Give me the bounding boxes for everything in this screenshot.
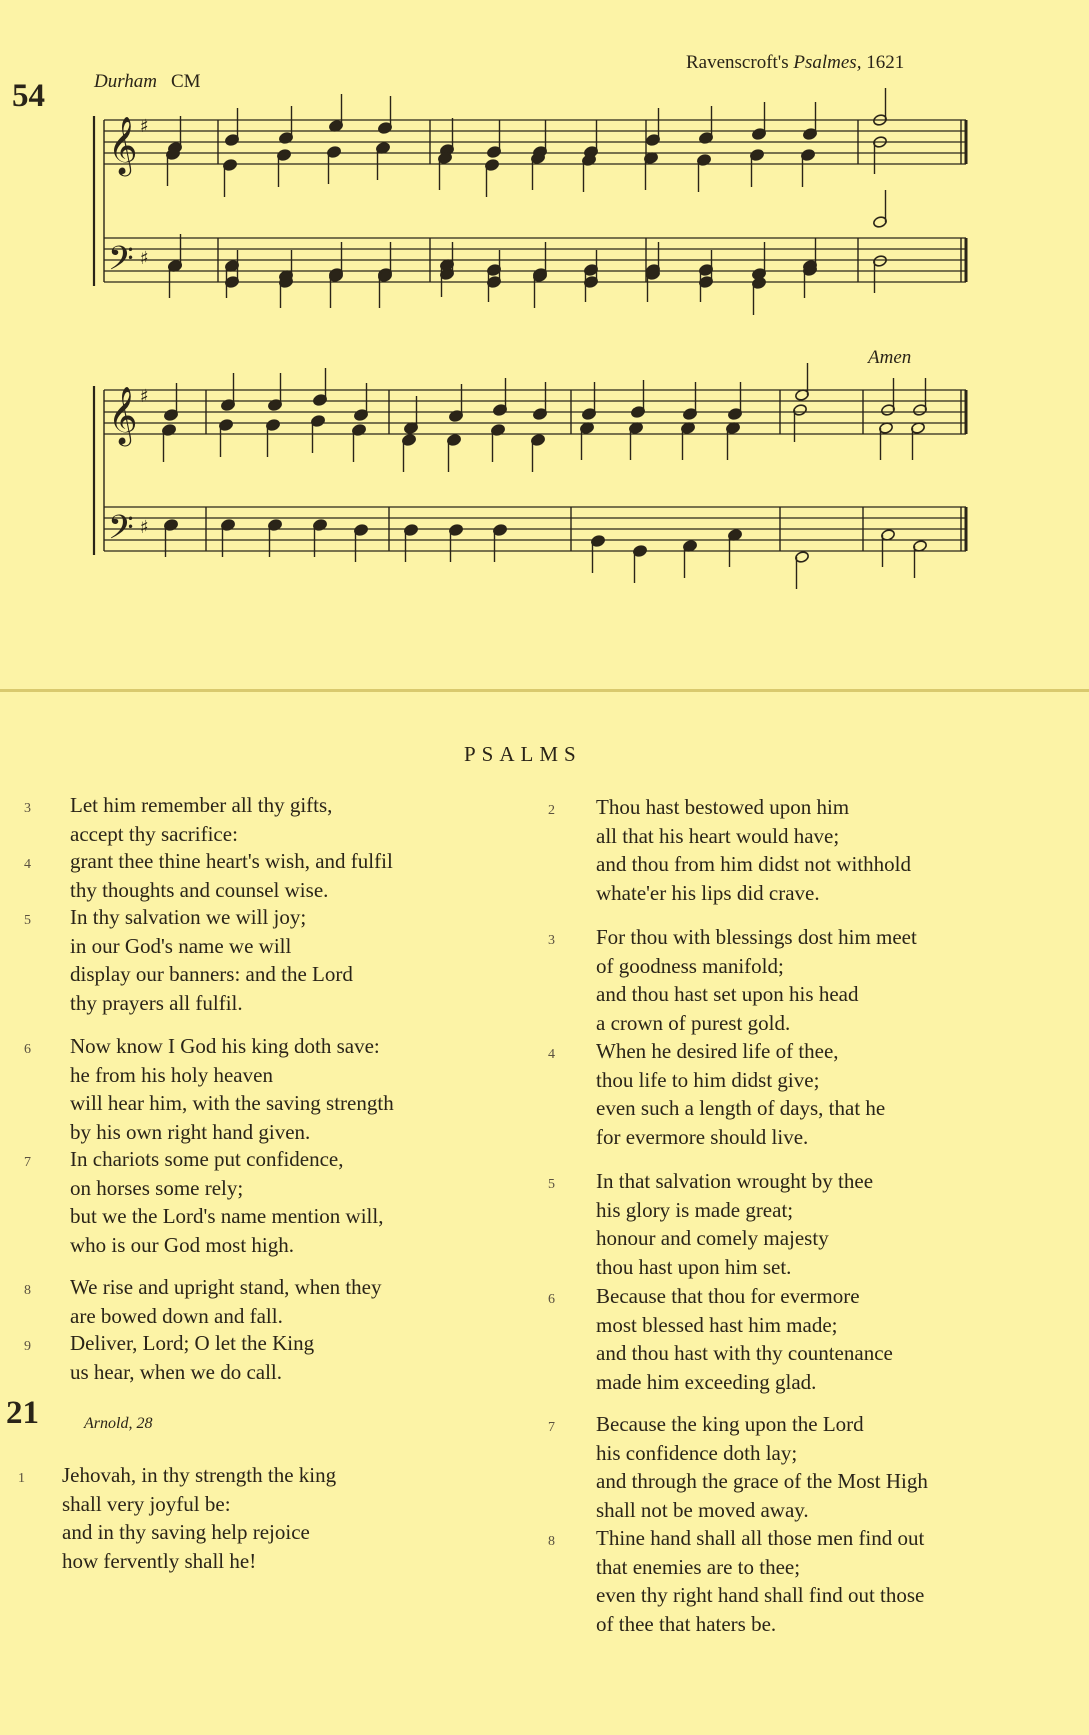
- verse-line: thy prayers all fulfil.: [70, 990, 243, 1015]
- verse-line: by his own right hand given.: [70, 1119, 311, 1144]
- page-divider: [0, 689, 1089, 692]
- verse-line: and in thy saving help rejoice: [62, 1520, 310, 1545]
- verse-line: will hear him, with the saving strength: [70, 1091, 394, 1116]
- verse-line: his glory is made great;: [596, 1197, 794, 1222]
- verse-number: 9: [24, 1339, 31, 1354]
- verse-number: 6: [24, 1042, 31, 1057]
- verse-line: grant thee thine heart's wish, and fulfil: [70, 849, 393, 873]
- verse-line: how fervently shall he!: [62, 1548, 257, 1573]
- verse-line: Because the king upon the Lord: [596, 1412, 864, 1436]
- verse-number: 7: [24, 1155, 31, 1170]
- sharp-sign: ♯: [140, 248, 149, 269]
- verse-line: all that his heart would have;: [596, 823, 840, 848]
- verse-number: 8: [24, 1283, 31, 1298]
- verse-line: shall very joyful be:: [62, 1491, 231, 1516]
- verse-line: Jehovah, in thy strength the king: [62, 1463, 337, 1487]
- hymn-source: [686, 52, 904, 74]
- verse-line: In chariots some put confidence,: [70, 1147, 344, 1171]
- verse-line: most blessed hast him made;: [596, 1312, 838, 1337]
- psalm-tune: Arnold, 28: [84, 1415, 153, 1432]
- verse-line: his confidence doth lay;: [596, 1440, 798, 1465]
- verse-8: [24, 1273, 382, 1330]
- verse-number: 4: [548, 1047, 555, 1062]
- verse-line: Thou hast bestowed upon him: [596, 795, 850, 819]
- verse-line: but we the Lord's name mention will,: [70, 1204, 384, 1229]
- verse-line: for evermore should live.: [596, 1124, 809, 1149]
- verse-line: In that salvation wrought by thee: [596, 1169, 874, 1193]
- verse-number: 1: [18, 1471, 25, 1486]
- verse-line: even such a length of days, that he: [596, 1096, 886, 1121]
- verse-number: 2: [548, 803, 555, 818]
- tune-name: [94, 71, 201, 93]
- verse-line: of thee that haters be.: [596, 1611, 777, 1636]
- verse-3: [548, 923, 917, 1037]
- verse-line: Let him remember all thy gifts,: [70, 793, 333, 817]
- verse-line: In thy salvation we will joy;: [70, 905, 307, 929]
- section-title: PSALMS: [464, 742, 582, 766]
- verse-line: us hear, when we do call.: [70, 1359, 282, 1384]
- verse-7: [548, 1410, 928, 1524]
- sharp-sign: ♯: [140, 116, 149, 137]
- sharp-sign: ♯: [140, 517, 149, 538]
- verse-line: who is our God most high.: [70, 1232, 295, 1257]
- verse-line: and thou hast set upon his head: [596, 982, 859, 1007]
- verse-line: thy thoughts and counsel wise.: [70, 877, 329, 902]
- verse-line: in our God's name we will: [70, 933, 292, 958]
- verse-line: and through the grace of the Most High: [596, 1469, 928, 1494]
- verse-line: Now know I God his king doth save:: [70, 1034, 380, 1058]
- tune-title: Durham: [94, 71, 157, 92]
- verse-line: he from his holy heaven: [70, 1062, 273, 1087]
- verse-line: display our banners: and the Lord: [70, 962, 353, 987]
- sharp-sign: ♯: [140, 386, 149, 407]
- verse-number: 3: [548, 933, 555, 948]
- verse-line: Because that thou for evermore: [596, 1284, 860, 1308]
- verse-7: [24, 1145, 384, 1259]
- hymn-number: 54: [12, 78, 45, 114]
- verse-8: [548, 1524, 925, 1638]
- verse-5: [24, 903, 353, 1017]
- verse-line: We rise and upright stand, when they: [70, 1275, 382, 1299]
- verse-line: For thou with blessings dost him meet: [596, 925, 917, 949]
- verse-4: [548, 1037, 886, 1151]
- verse-number: 5: [548, 1177, 555, 1192]
- verse-line: are bowed down and fall.: [70, 1303, 283, 1328]
- verse-number: 6: [548, 1292, 555, 1307]
- verse-line: whate'er his lips did crave.: [596, 880, 820, 905]
- bass-clef: 𝄢: [108, 240, 134, 286]
- verse-line: thou life to him didst give;: [596, 1067, 820, 1092]
- verse-line: and thou from him didst not withhold: [596, 852, 911, 877]
- verse-line: that enemies are to thee;: [596, 1554, 801, 1579]
- treble-clef: 𝄞: [108, 116, 138, 174]
- verse-line: Thine hand shall all those men find out: [596, 1526, 925, 1550]
- verse-line: of goodness manifold;: [596, 953, 784, 978]
- verse-line: honour and comely majesty: [596, 1226, 829, 1251]
- verse-number: 7: [548, 1420, 555, 1435]
- verse-line: When he desired life of thee,: [596, 1039, 839, 1063]
- verse-line: on horses some rely;: [70, 1175, 244, 1200]
- source-name: Ravenscroft's: [686, 52, 789, 73]
- verse-6: [24, 1032, 394, 1146]
- verse-line: shall not be moved away.: [596, 1497, 809, 1522]
- verse-number: 4: [24, 857, 31, 872]
- tune-meter: CM: [171, 71, 201, 92]
- verse-line: made him exceeding glad.: [596, 1369, 817, 1394]
- amen-label: Amen: [868, 347, 912, 368]
- bass-clef: 𝄢: [108, 509, 134, 555]
- verse-4: [24, 847, 393, 904]
- verse-3: [24, 791, 333, 848]
- verse-9: [24, 1329, 315, 1386]
- verse-number: 3: [24, 801, 31, 816]
- music-score: [0, 0, 1089, 690]
- verse-line: thou hast upon him set.: [596, 1254, 792, 1279]
- verse-2: [548, 793, 911, 907]
- verse-line: Deliver, Lord; O let the King: [70, 1331, 315, 1355]
- verse-number: 5: [24, 913, 31, 928]
- verse-line: even thy right hand shall find out those: [596, 1583, 925, 1608]
- verse-line: and thou hast with thy countenance: [596, 1341, 893, 1366]
- treble-clef: 𝄞: [108, 386, 138, 444]
- verse-5: [548, 1167, 874, 1281]
- source-year: 1621: [866, 52, 905, 73]
- psalm-number: 21: [6, 1395, 39, 1431]
- verse-number: 8: [548, 1534, 555, 1549]
- verse-6: [548, 1282, 893, 1396]
- verse-line: accept thy sacrifice:: [70, 821, 238, 846]
- verse-1: [18, 1461, 337, 1575]
- verse-line: a crown of purest gold.: [596, 1010, 791, 1035]
- source-title: Psalmes,: [793, 52, 862, 73]
